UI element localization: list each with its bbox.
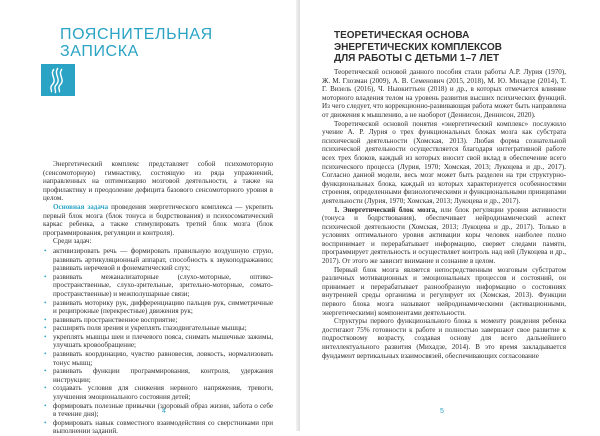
paragraph: Первый блок мозга является непосредственным мозговым субстратом различных мотивационных и эмоциональных процессов и состояний, он принимает и перерабатывает разнообразную информацию о состояниях внутренней среды организма и регулирует их (Хомская, 2013). Функции первого блока мозга называют нейродинамическими (активационными, энергетическими) компонентами деятельности. [322, 265, 566, 317]
list-item: • развивать пространственное восприятие; [43, 316, 273, 325]
heading-line-1: ПОЯСНИТЕЛЬНАЯ [60, 26, 213, 43]
list-item: • развивать межанализаторные (слухо-моторные, оптико-пространственные, слухо-зрительные, зрительно-моторные, сомато-пространственные) и межполушарные связи; [43, 273, 273, 299]
list-item: • формировать полезные привычки (здоровый образ жизни, забота о себе в течение дня); [43, 402, 273, 419]
heading-line-3: ДЛЯ РАБОТЫ С ДЕТЬМИ 1–7 ЛЕТ [334, 53, 500, 64]
right-page-heading [334, 30, 564, 65]
paragraph: Теоретической основой понятия «энергетический комплекс» послужило учение А. Р. Лурия о трех функциональных блоках мозга как субстрата психической деятельности (Хомская, 2013). Любая форма сознательной психической деятельности осуществляется благодаря интегративной работе всех трех блоков, каждый из которых вносит свой вклад в обеспечение всего психического процесса (Лурия, 1970; Хомская, 2013; Лукоцева и др., 2017). Согласно данной модели, весь мозг может быть разделен на три структурно-функциональных блока, каждый из которых характеризуется особенностями строения, определенными физиологическими и функциональными принципами деятельности (Лурия, 1970; Хомская, 2013; Лукоцева и др., 2017). [322, 119, 566, 205]
heading-line-2: ЗАПИСКА [60, 43, 139, 60]
goals-intro: Среди задач: [53, 237, 92, 246]
paragraph: Теоретической основой данного пособия стали работы А.Р. Лурия (1970), Ж. М. Глозман (2009), А. В. Семенович (2015, 2018), М. Ю. Михадзе (2014), Т. Г. Визель (2016), Ч. Ньюкиттьен (2018) и др., в которых отмечается влияние моторного владения телом на уровень развития высших психических функций. Из чего следует, что коррекционно-развивающая работа может быть направлена от движения к мышлению, а не наоборот (Деннисон, Деннисон, 2020). [322, 68, 566, 119]
list-item: • развивать моторику рук, дифференциацию пальцев рук, симметричные и реципрокные (перекрестные) движения рук; [43, 299, 273, 316]
heading-line-2: ЭНЕРГЕТИЧЕСКИХ КОМПЛЕКСОВ [334, 41, 502, 53]
main-task-text: проведения энергетического комплекса — укрепить первый блок мозга (блок тонуса и бодрствования) и психосоматический каркас ребенка, а также стимулировать третий блок мозга (блок программирования, регуляции и контроля). [43, 202, 274, 237]
paragraph [322, 206, 566, 266]
heading-line-1: ТЕОРЕТИЧЕСКАЯ ОСНОВА [334, 30, 470, 41]
list-item: • развивать координацию, чувство равновесия, ловкость, нормализовать тонус мышц; [43, 350, 273, 367]
wavy-lines-logo-icon [41, 64, 75, 96]
list-item: • укреплять мышцы шеи и плечевого пояса, снимать мышечные зажимы, улучшать кровообращение; [43, 333, 273, 350]
left-page-body [43, 160, 273, 436]
energy-block-label: 1. Энергетический блок мозга, [334, 205, 437, 214]
right-page-body [322, 68, 566, 360]
goals-list [43, 247, 273, 436]
paragraph: Структуры первого функционального блока к моменту рождения ребенка достигают 75% готовности к работе и полностью завершают свое развитие к подростковому возрасту, создавая основу для всего дальнейшего интеллектуального развития (Михадзе, 2014). В это время закладывается фундамент вертикальных взаимосвязей, обеспечивающих согласование [322, 317, 566, 360]
left-page-heading [60, 26, 260, 60]
list-item: • активизировать речь — формировать правильную воздушную струю, развивать артикуляционный аппарат, способность к звукоподражанию; развивать неречевой и фонематический слух; [43, 247, 273, 273]
list-item: • развивать функции программирования, контроля, удержания инструкции; [43, 367, 273, 384]
page-number-left: 4 [162, 408, 166, 415]
list-item: • расширять поля зрения и укреплять глазодвигательные мышцы; [43, 324, 273, 333]
list-item: • формировать навык совместного взаимодействия со сверстниками при выполнении заданий. [43, 419, 273, 436]
energy-block-text: или блок регуляции уровня активности (тонуса и бодрствования), обеспечивает нейродинамический аспект психической деятельности (Хомская, 2013; Лукоцева и др., 2017). Только в условиях оптимального уровня активации коры человек наиболее полно воспринимает и перерабатывает информацию, сверяет следами памяти, программирует деятельность и осуществляет контроль над ней (Лукоцева и др., 2017). От этого же зависит внимание и сознание в целом. [322, 205, 566, 266]
main-task-paragraph [43, 203, 273, 237]
main-task-label: Основная задача [53, 202, 109, 211]
intro-paragraph: Энергетический комплекс представляет собой психомоторную (сенсомоторную) гимнастику, состоящую из ряда упражнений, направленных на оптимизацию мозговой деятельности, а также на профилактику и преодоление дефицита базового сенсомоторного уровня в целом. [43, 160, 273, 203]
list-item: • создавать условия для снижения нервного напряжения, тревоги, улучшения эмоционального состояния детей; [43, 384, 273, 401]
page-number-right: 5 [440, 408, 444, 415]
